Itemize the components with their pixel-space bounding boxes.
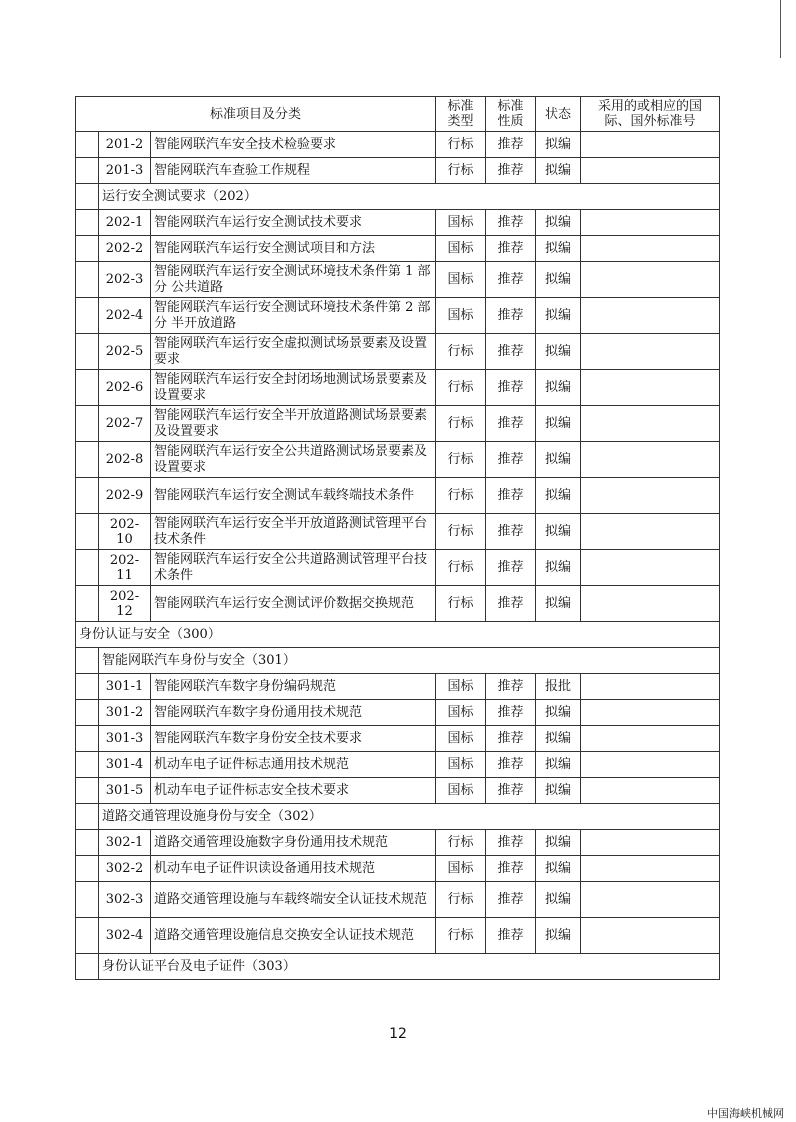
standard-code: 202-4: [99, 298, 151, 334]
standard-type: 行标: [436, 334, 486, 370]
intl-standard: [581, 236, 720, 262]
standard-type: 行标: [436, 550, 486, 586]
standard-code: 302-3: [99, 882, 151, 918]
standard-property: 推荐: [486, 298, 536, 334]
intl-standard: [581, 752, 720, 778]
indent-cell: [76, 778, 99, 804]
indent-cell: [76, 132, 99, 158]
standard-property: 推荐: [486, 236, 536, 262]
standard-property: 推荐: [486, 406, 536, 442]
table-row: [76, 236, 720, 262]
standard-status: 拟编: [536, 478, 581, 514]
standard-type: 行标: [436, 586, 486, 622]
watermark: 中国海峡机械网: [707, 1107, 784, 1120]
standard-type: 行标: [436, 514, 486, 550]
table-row: [76, 856, 720, 882]
intl-standard: [581, 442, 720, 478]
table-row: [76, 298, 720, 334]
standards-table: [75, 96, 720, 980]
standard-name: 智能网联汽车安全技术检验要求: [151, 132, 436, 158]
indent-cell: [76, 298, 99, 334]
standard-type: 国标: [436, 700, 486, 726]
standard-code: 202-7: [99, 406, 151, 442]
category-row: [76, 648, 720, 674]
standard-property: 推荐: [486, 700, 536, 726]
standard-status: 拟编: [536, 918, 581, 954]
intl-standard: [581, 298, 720, 334]
standard-status: 拟编: [536, 442, 581, 478]
indent-cell: [76, 236, 99, 262]
standard-code: 301-4: [99, 752, 151, 778]
intl-standard: [581, 882, 720, 918]
indent-cell: [76, 184, 99, 210]
standard-name: 智能网联汽车运行安全半开放道路测试管理平台技术条件: [151, 514, 436, 550]
standard-type: 行标: [436, 882, 486, 918]
header-status: 状态: [536, 97, 581, 132]
standard-code: 202-3: [99, 262, 151, 298]
standard-name: 智能网联汽车数字身份编码规范: [151, 674, 436, 700]
standard-type: 国标: [436, 856, 486, 882]
intl-standard: [581, 370, 720, 406]
page-edge-rule: [780, 0, 781, 58]
standard-name: 智能网联汽车运行安全测试评价数据交换规范: [151, 586, 436, 622]
table-row: [76, 514, 720, 550]
standard-status: 拟编: [536, 132, 581, 158]
standard-code: 202-6: [99, 370, 151, 406]
standard-type: 国标: [436, 674, 486, 700]
intl-standard: [581, 700, 720, 726]
category-label: 智能网联汽车身份与安全（301）: [99, 648, 720, 674]
standard-status: 报批: [536, 674, 581, 700]
standard-type: 国标: [436, 298, 486, 334]
standard-code: 302-1: [99, 830, 151, 856]
indent-cell: [76, 210, 99, 236]
header-item: 标准项目及分类: [76, 97, 436, 132]
standard-type: 行标: [436, 132, 486, 158]
table-row: [76, 132, 720, 158]
standard-type: 行标: [436, 442, 486, 478]
table-row: [76, 442, 720, 478]
header-type: 标准 类型: [436, 97, 486, 132]
standard-property: 推荐: [486, 918, 536, 954]
standard-property: 推荐: [486, 752, 536, 778]
intl-standard: [581, 726, 720, 752]
table-row: [76, 550, 720, 586]
indent-cell: [76, 514, 99, 550]
indent-cell: [76, 752, 99, 778]
intl-standard: [581, 918, 720, 954]
standard-name: 智能网联汽车运行安全公共道路测试场景要素及设置要求: [151, 442, 436, 478]
standard-property: 推荐: [486, 856, 536, 882]
standard-property: 推荐: [486, 674, 536, 700]
indent-cell: [76, 442, 99, 478]
standard-name: 智能网联汽车运行安全公共道路测试管理平台技术条件: [151, 550, 436, 586]
indent-cell: [76, 674, 99, 700]
indent-cell: [76, 334, 99, 370]
table-row: [76, 700, 720, 726]
table-body: [76, 132, 720, 980]
standard-status: 拟编: [536, 586, 581, 622]
standard-code: 301-3: [99, 726, 151, 752]
standard-status: 拟编: [536, 856, 581, 882]
intl-standard: [581, 674, 720, 700]
standard-property: 推荐: [486, 882, 536, 918]
standard-property: 推荐: [486, 132, 536, 158]
standard-name: 智能网联汽车运行安全测试项目和方法: [151, 236, 436, 262]
table-row: [76, 210, 720, 236]
table-row: [76, 406, 720, 442]
indent-cell: [76, 700, 99, 726]
standard-status: 拟编: [536, 514, 581, 550]
standard-name: 道路交通管理设施数字身份通用技术规范: [151, 830, 436, 856]
standard-code: 202-2: [99, 236, 151, 262]
standard-status: 拟编: [536, 726, 581, 752]
standard-code: 202-1: [99, 210, 151, 236]
table-header-row: [76, 97, 720, 132]
intl-standard: [581, 856, 720, 882]
standard-property: 推荐: [486, 778, 536, 804]
category-row: [76, 954, 720, 980]
indent-cell: [76, 586, 99, 622]
table-row: [76, 882, 720, 918]
standard-code: 202-10: [99, 514, 151, 550]
standard-property: 推荐: [486, 442, 536, 478]
standard-type: 国标: [436, 236, 486, 262]
standard-code: 202-12: [99, 586, 151, 622]
intl-standard: [581, 210, 720, 236]
category-row: [76, 804, 720, 830]
standard-property: 推荐: [486, 210, 536, 236]
intl-standard: [581, 514, 720, 550]
intl-standard: [581, 586, 720, 622]
indent-cell: [76, 262, 99, 298]
standard-code: 202-8: [99, 442, 151, 478]
standard-status: 拟编: [536, 236, 581, 262]
standard-status: 拟编: [536, 334, 581, 370]
standard-property: 推荐: [486, 586, 536, 622]
standard-status: 拟编: [536, 370, 581, 406]
standard-code: 201-3: [99, 158, 151, 184]
table-row: [76, 262, 720, 298]
standard-code: 301-1: [99, 674, 151, 700]
indent-cell: [76, 882, 99, 918]
category-row: [76, 184, 720, 210]
table-row: [76, 478, 720, 514]
standard-name: 智能网联汽车数字身份通用技术规范: [151, 700, 436, 726]
indent-cell: [76, 856, 99, 882]
standard-code: 201-2: [99, 132, 151, 158]
standard-property: 推荐: [486, 830, 536, 856]
standard-status: 拟编: [536, 210, 581, 236]
indent-cell: [76, 158, 99, 184]
category-label: 运行安全测试要求（202）: [99, 184, 720, 210]
standard-name: 智能网联汽车运行安全虚拟测试场景要素及设置要求: [151, 334, 436, 370]
table-row: [76, 158, 720, 184]
standard-name: 机动车电子证件识读设备通用技术规范: [151, 856, 436, 882]
standard-name: 智能网联汽车运行安全测试环境技术条件第 1 部分 公共道路: [151, 262, 436, 298]
standard-name: 智能网联汽车运行安全封闭场地测试场景要素及设置要求: [151, 370, 436, 406]
intl-standard: [581, 132, 720, 158]
table-row: [76, 674, 720, 700]
indent-cell: [76, 648, 99, 674]
standard-name: 机动车电子证件标志通用技术规范: [151, 752, 436, 778]
standard-type: 行标: [436, 158, 486, 184]
standard-code: 202-11: [99, 550, 151, 586]
standard-name: 机动车电子证件标志安全技术要求: [151, 778, 436, 804]
standard-status: 拟编: [536, 778, 581, 804]
indent-cell: [76, 406, 99, 442]
indent-cell: [76, 478, 99, 514]
standard-name: 道路交通管理设施与车载终端安全认证技术规范: [151, 882, 436, 918]
table-row: [76, 726, 720, 752]
standard-status: 拟编: [536, 262, 581, 298]
standard-property: 推荐: [486, 550, 536, 586]
standard-status: 拟编: [536, 830, 581, 856]
table-row: [76, 334, 720, 370]
standard-type: 国标: [436, 262, 486, 298]
standard-code: 202-9: [99, 478, 151, 514]
standard-property: 推荐: [486, 334, 536, 370]
category-label: 身份认证平台及电子证件（303）: [99, 954, 720, 980]
standard-type: 国标: [436, 210, 486, 236]
standard-status: 拟编: [536, 406, 581, 442]
intl-standard: [581, 334, 720, 370]
standard-type: 国标: [436, 726, 486, 752]
standard-name: 智能网联汽车运行安全测试技术要求: [151, 210, 436, 236]
standard-type: 行标: [436, 406, 486, 442]
standard-status: 拟编: [536, 298, 581, 334]
standard-name: 智能网联汽车运行安全半开放道路测试场景要素及设置要求: [151, 406, 436, 442]
intl-standard: [581, 406, 720, 442]
standard-name: 道路交通管理设施信息交换安全认证技术规范: [151, 918, 436, 954]
standard-code: 301-2: [99, 700, 151, 726]
standard-status: 拟编: [536, 158, 581, 184]
standard-property: 推荐: [486, 514, 536, 550]
standard-status: 拟编: [536, 882, 581, 918]
indent-cell: [76, 830, 99, 856]
category-row: [76, 622, 720, 648]
intl-standard: [581, 262, 720, 298]
intl-standard: [581, 830, 720, 856]
standard-status: 拟编: [536, 752, 581, 778]
table-row: [76, 752, 720, 778]
page-number: 12: [389, 1026, 407, 1042]
table-row: [76, 778, 720, 804]
standard-name: 智能网联汽车运行安全测试车载终端技术条件: [151, 478, 436, 514]
standard-name: 智能网联汽车查验工作规程: [151, 158, 436, 184]
intl-standard: [581, 550, 720, 586]
standard-property: 推荐: [486, 262, 536, 298]
table-row: [76, 586, 720, 622]
standard-name: 智能网联汽车运行安全测试环境技术条件第 2 部分 半开放道路: [151, 298, 436, 334]
standard-type: 行标: [436, 830, 486, 856]
indent-cell: [76, 370, 99, 406]
indent-cell: [76, 954, 99, 980]
standard-name: 智能网联汽车数字身份安全技术要求: [151, 726, 436, 752]
category-label: 身份认证与安全（300）: [76, 622, 720, 648]
header-property: 标准 性质: [486, 97, 536, 132]
standard-type: 国标: [436, 778, 486, 804]
standard-property: 推荐: [486, 158, 536, 184]
standard-type: 行标: [436, 370, 486, 406]
standard-property: 推荐: [486, 726, 536, 752]
table-row: [76, 918, 720, 954]
intl-standard: [581, 478, 720, 514]
standard-status: 拟编: [536, 550, 581, 586]
indent-cell: [76, 918, 99, 954]
standard-code: 202-5: [99, 334, 151, 370]
category-label: 道路交通管理设施身份与安全（302）: [99, 804, 720, 830]
header-intl: 采用的或相应的国际、国外标准号: [581, 97, 720, 132]
standard-property: 推荐: [486, 370, 536, 406]
standard-type: 行标: [436, 918, 486, 954]
table-row: [76, 370, 720, 406]
table-row: [76, 830, 720, 856]
standard-status: 拟编: [536, 700, 581, 726]
standard-code: 302-2: [99, 856, 151, 882]
standard-type: 国标: [436, 752, 486, 778]
standard-code: 302-4: [99, 918, 151, 954]
indent-cell: [76, 726, 99, 752]
standard-type: 行标: [436, 478, 486, 514]
intl-standard: [581, 778, 720, 804]
standard-code: 301-5: [99, 778, 151, 804]
indent-cell: [76, 804, 99, 830]
standard-property: 推荐: [486, 478, 536, 514]
indent-cell: [76, 550, 99, 586]
intl-standard: [581, 158, 720, 184]
